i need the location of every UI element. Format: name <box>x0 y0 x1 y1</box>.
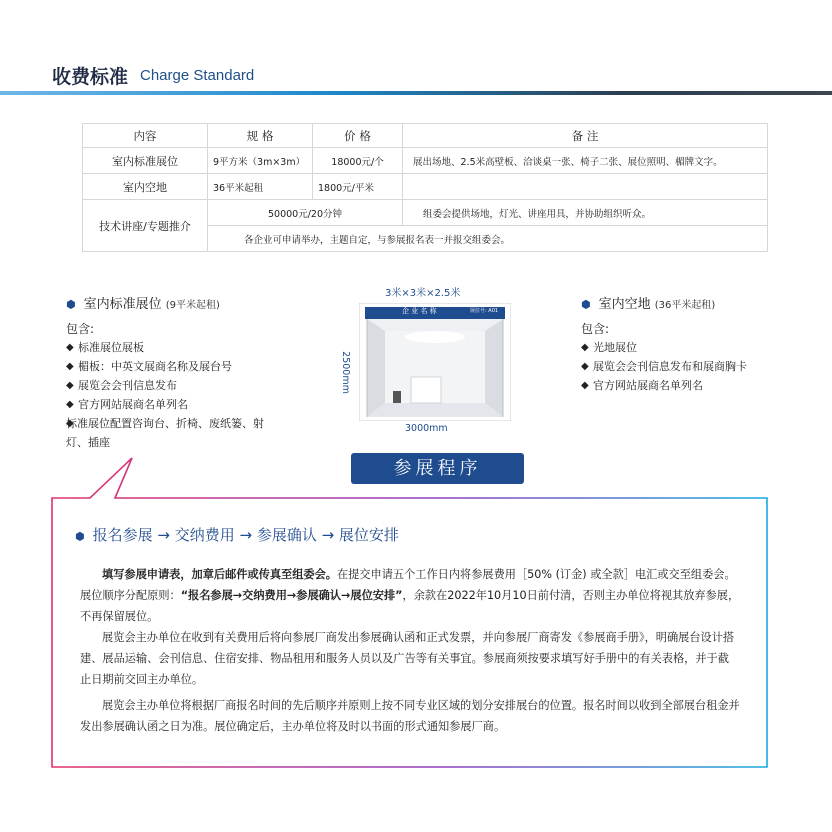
space-booth-subtitle: (36平米起租) <box>654 300 716 311</box>
price-cell: 18000元/个 <box>313 148 403 174</box>
remark-cell: 各企业可申请举办，主题自定，与参展报名表一并报交组委会。 <box>208 226 768 252</box>
space-booth-title-text: 室内空地 <box>598 297 651 312</box>
list-item: ◆ 官方网站展商名单列名 <box>581 376 781 395</box>
process-paragraph-2: 展览会主办单位在收到有关费用后将向参展厂商发出参展确认函和正式发票，并向参展厂商寄发《参展商手册》，明确展台设计搭建、展品运输、会刊信息、住宿安排、物品租用和服务人员以及广告等有关事宜。参展商须按要求填写好手册中的有关表格，并于截止日期前交回主办单位。 <box>80 631 735 686</box>
process-steps <box>75 524 399 545</box>
contain-label: 包含: <box>66 322 95 336</box>
item-cell: 技术讲座/专题推介 <box>83 200 208 252</box>
list-item: ◆ 楣板：中英文展商名称及展台号 <box>66 357 266 376</box>
standard-booth-subtitle: (9平米起租) <box>165 300 220 311</box>
process-steps-text: 报名参展 → 交纳费用 → 参展确认 → 展位安排 <box>92 526 399 544</box>
spec-cell: 9平方米（3m×3m） <box>208 148 313 174</box>
contain-label: 包含: <box>581 322 610 336</box>
note-cell: 组委会提供场地，灯光、讲座用具，并协助组织听众。 <box>403 200 768 226</box>
header-cell: 内容 <box>83 124 208 148</box>
price-cell: 1800元/平米 <box>313 174 403 200</box>
list-item: ◆ 展览会会刊信息发布和展商胸卡 <box>581 357 781 376</box>
paragraph-text: ，余款在2022年10月10日前付清，否则主办单位将视其放弃参展，不再保留展位。 <box>80 589 740 623</box>
page-title: 收费标准 <box>52 66 129 88</box>
booth-height-label: 2500mm <box>339 351 351 394</box>
item-cell: 室内标准展位 <box>83 148 208 174</box>
list-item: ◆ 标准展位展板 <box>66 338 266 357</box>
header-cell: 备 注 <box>403 124 768 148</box>
booth-dimension-label: 3米×3米×2.5米 <box>385 288 461 299</box>
note-cell: 展出场地、2.5米高壁板、洽谈桌一张、椅子二张、展位照明、楣牌文字。 <box>403 148 768 174</box>
process-paragraph-3: 展览会主办单位将根据厂商报名时间的先后顺序并原则上按不同专业区域的划分安排展台的位置。报名时间以收到全部展台租金并发出参展确认函之日为准。展位确定后，主办单位将及时以书面的形式通知参展厂商。 <box>80 699 740 733</box>
standard-booth-title-text: 室内标准展位 <box>83 297 162 312</box>
fascia-booth-number: 展位号: A01 <box>470 308 499 314</box>
process-paragraph-1 <box>80 564 740 627</box>
list-item: ◆ 标准展位配置咨询台、折椅、废纸篓、射灯、插座 <box>66 414 266 452</box>
spec-cell: 36平米起租 <box>208 174 313 200</box>
price-cell: 50000元/20分钟 <box>208 200 403 226</box>
paragraph-bold: “报名参展→交纳费用→参展确认→展位安排” <box>180 589 403 602</box>
process-title: 参展程序 <box>351 453 524 484</box>
hexagon-icon: ⬢ <box>75 530 85 543</box>
hexagon-icon: ⬢ <box>66 298 76 311</box>
page-title-en: Charge Standard <box>140 67 255 84</box>
header-cell: 价 格 <box>313 124 403 148</box>
fascia-company-name: 企 业 名 称 <box>402 307 437 315</box>
list-item: ◆ 光地展位 <box>581 338 781 357</box>
paragraph-bold: 填写参展申请表，加章后邮件或传真至组委会。 <box>102 568 337 581</box>
booth-width-label: 3000mm <box>405 423 448 434</box>
paragraph-text: 在提交申请五个工作日内将参展费用［50% (订金) 或全款］电汇或交至组委会。展位顺序分配原则： <box>80 568 736 602</box>
list-item: ◆ 官方网站展商名单列名 <box>66 395 266 414</box>
list-item: ◆ 展览会会刊信息发布 <box>66 376 266 395</box>
header-cell: 规 格 <box>208 124 313 148</box>
hexagon-icon: ⬢ <box>581 298 591 311</box>
item-cell: 室内空地 <box>83 174 208 200</box>
